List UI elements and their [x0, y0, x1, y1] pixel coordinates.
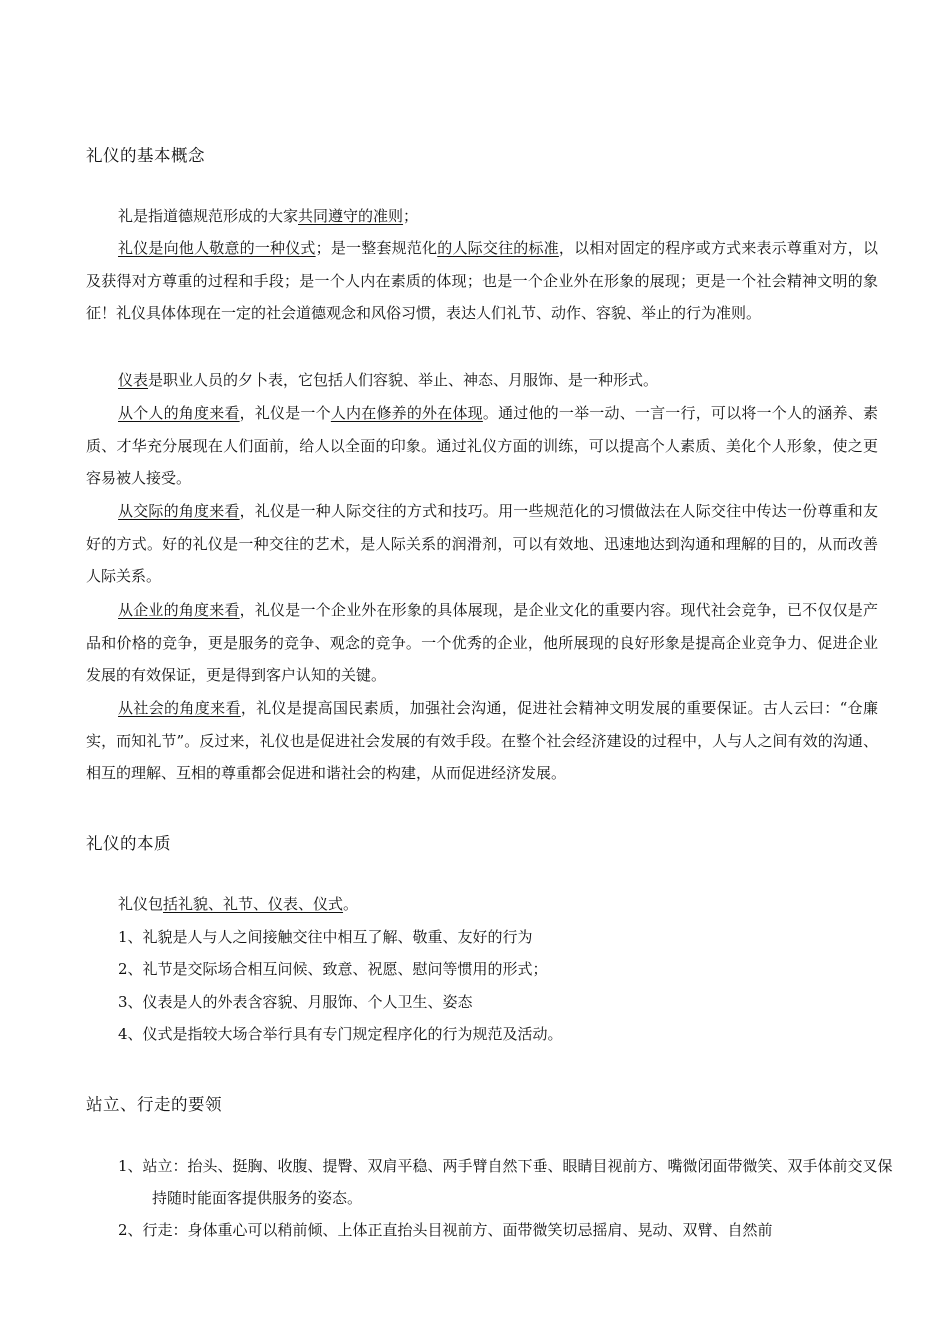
step-walking: 2、行走：身体重心可以稍前倾、上体正直抬头目视前方、面带微笑切忌摇肩、晃动、双臂、自然前 — [118, 1221, 773, 1239]
underlined-text: 从社会的角度来看 — [118, 699, 241, 717]
essence-intro — [118, 893, 358, 914]
section-title-basic-concept: 礼仪的基本概念 — [86, 146, 205, 165]
underlined-text: 括礼貌、礼节、仪表、仪式 — [163, 895, 344, 913]
text: 礼仪包 — [118, 895, 164, 913]
text: ，礼仪是一个企业外在形象的具体展现，是企业文化的重要内容。现代社会竞争，已不仅仅是产品和价格的竞争，更是服务的竞争、观念的竞争。一个优秀的企业，他所展现的良好形象是提高企业竞争力、促进企业发展的有效保证，更是得到客户认知的关键。 — [86, 601, 878, 684]
underlined-text: 从个人的角度来看 — [118, 404, 240, 422]
text: ；是一整套规范化 — [315, 239, 438, 257]
text: ，礼仪是一种人际交往的方式和技巧。用一些规范化的习惯做法在人际交往中传达一份尊重和友好的方式。好的礼仪是一种交往的艺术，是人际关系的润滑剂，可以有效地、迅速地达到沟通和理解的目的，从而改善人际关系。 — [86, 502, 878, 585]
paragraph-enterprise-perspective — [86, 594, 878, 692]
paragraph-appearance — [86, 364, 878, 397]
underlined-text: 共同遵守的准则 — [298, 207, 404, 225]
paragraph-social-interaction-perspective — [86, 495, 878, 593]
text: ，礼仪是一个 — [239, 404, 331, 422]
step-standing: 1、站立：抬头、挺胸、收腹、提臀、双肩平稳、两手臂自然下垂、眼睛目视前方、嘴微闭面带微笑、双手体前交叉保持随时能面客提供服务的姿态。 — [118, 1157, 893, 1207]
underlined-text: 的人际交往的标准 — [437, 239, 559, 257]
paragraph-personal-perspective — [86, 397, 878, 495]
essence-item-3: 3、仪表是人的外表含容貌、月服饰、个人卫生、姿态 — [118, 993, 473, 1011]
essence-item-4: 4、仪式是指较大场合举行具有专门规定程序化的行为规范及活动。 — [118, 1025, 563, 1043]
section-title-standing-walking: 站立、行走的要领 — [86, 1095, 222, 1114]
text: 是职业人员的夕卜表，它包括人们容貌、举止、神态、月服饰、是一种形式。 — [148, 371, 659, 389]
paragraph-li-definition — [86, 200, 878, 233]
text: 礼是指道德规范形成的大家 — [118, 207, 299, 225]
underlined-text: 人内在修养的外在体现 — [330, 404, 483, 422]
underlined-text: 从企业的角度来看 — [118, 601, 240, 619]
paragraph-liyi-definition — [86, 232, 878, 330]
text: ，以相对固定的程序或方式来表示尊重对方，以及获得对方尊重的过程和手段；是一个人内在素质的体现；也是一个企业外在形象的展现；更是一个社会精神文明的象征！礼仪具体体现在一定的社会道德观念和风俗习惯，表达人们礼节、动作、容貌、举止的行为准则。 — [86, 239, 878, 322]
text: 。 — [343, 895, 359, 913]
text: ； — [403, 207, 419, 225]
section-title-essence: 礼仪的本质 — [86, 834, 171, 853]
text: 。通过他的一举一动、一言一行，可以将一个人的涵养、素质、才华充分展现在人们面前，给人以全面的印象。通过礼仪方面的训练，可以提高个人素质、美化个人形象，使之更容易被人接受。 — [86, 404, 878, 487]
underlined-text: 礼仪是向他人敬意的一种仪式 — [118, 239, 316, 257]
text: ，礼仪是提高国民素质，加强社会沟通，促进社会精神文明发展的重要保证。古人云曰：“仓廉实，而知礼节”。反过来，礼仪也是促进社会发展的有效手段。在整个社会经济建设的过程中，人与人之间有效的沟通、相互的理解、互相的尊重都会促进和谐社会的构建，从而促进经济发展。 — [86, 699, 878, 782]
essence-item-1: 1、礼貌是人与人之间接触交往中相互了解、敬重、友好的行为 — [118, 928, 533, 946]
paragraph-society-perspective — [86, 692, 878, 790]
underlined-text: 仪表 — [118, 371, 149, 389]
underlined-text: 从交际的角度来看 — [118, 502, 240, 520]
essence-item-2: 2、礼节是交际场合相互问候、致意、祝愿、慰问等惯用的形式； — [118, 960, 548, 978]
